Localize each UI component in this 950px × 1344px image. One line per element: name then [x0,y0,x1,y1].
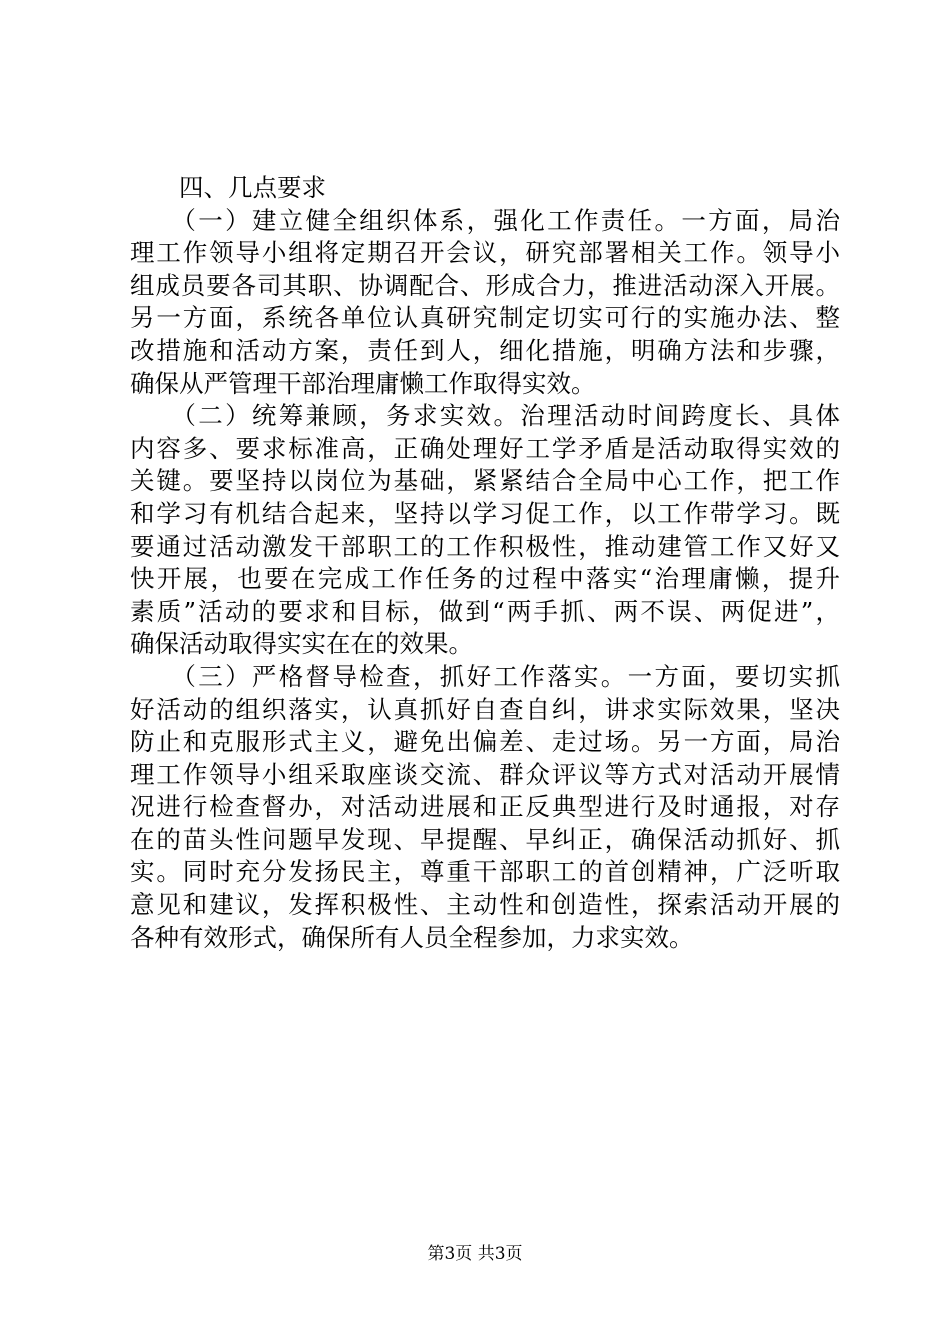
page-footer: 第3页 共3页 [427,1244,523,1264]
text-line: 各种有效形式，确保所有人员全程参加，力求实效。 [130,922,694,952]
text-line: 实。同时充分发扬民主，尊重干部职工的首创精神，广泛听取 [130,857,840,887]
text-line: （一）建立健全组织体系，强化工作责任。一方面，局治 [130,205,840,235]
text-line: 理工作领导小组采取座谈交流、群众评议等方式对活动开展情 [130,759,840,789]
text-line: 好活动的组织落实，认真抓好自查自纠，讲求实际效果，坚决 [130,694,840,724]
text-line: 理工作领导小组将定期召开会议，研究部署相关工作。领导小 [130,238,840,268]
text-line: 组成员要各司其职、协调配合、形成合力，推进活动深入开展。 [130,270,840,300]
text-line: 防止和克服形式主义，避免出偏差、走过场。另一方面，局治 [130,727,840,757]
text-line: 要通过活动激发干部职工的工作积极性，推动建管工作又好又 [130,531,840,561]
text-line: （三）严格督导检查，抓好工作落实。一方面，要切实抓 [130,661,840,691]
text-line: 四、几点要求 [130,173,326,202]
text-line: 另一方面，系统各单位认真研究制定切实可行的实施办法、整 [130,303,840,333]
text-line: 快开展，也要在完成工作任务的过程中落实“治理庸懒，提升 [130,564,840,594]
text-line: 改措施和活动方案，责任到人，细化措施，明确方法和步骤， [130,335,840,365]
text-line: 在的苗头性问题早发现、早提醒、早纠正，确保活动抓好、抓 [130,824,840,854]
text-line: 和学习有机结合起来，坚持以学习促工作，以工作带学习。既 [130,498,840,528]
text-line: 确保从严管理干部治理庸懒工作取得实效。 [130,368,596,398]
text-line: 素质”活动的要求和目标，做到“两手抓、两不误、两促进”， [130,596,840,626]
text-line: 确保活动取得实实在在的效果。 [130,629,473,659]
text-line: 关键。要坚持以岗位为基础，紧紧结合全局中心工作，把工作 [130,466,840,496]
text-line: （二）统筹兼顾，务求实效。治理活动时间跨度长、具体 [130,401,840,431]
text-line: 意见和建议，发挥积极性、主动性和创造性，探索活动开展的 [130,890,840,920]
document-body [130,172,840,954]
text-line: 况进行检查督办，对活动进展和正反典型进行及时通报，对存 [130,792,840,822]
text-line: 内容多、要求标准高，正确处理好工学矛盾是活动取得实效的 [130,433,840,463]
